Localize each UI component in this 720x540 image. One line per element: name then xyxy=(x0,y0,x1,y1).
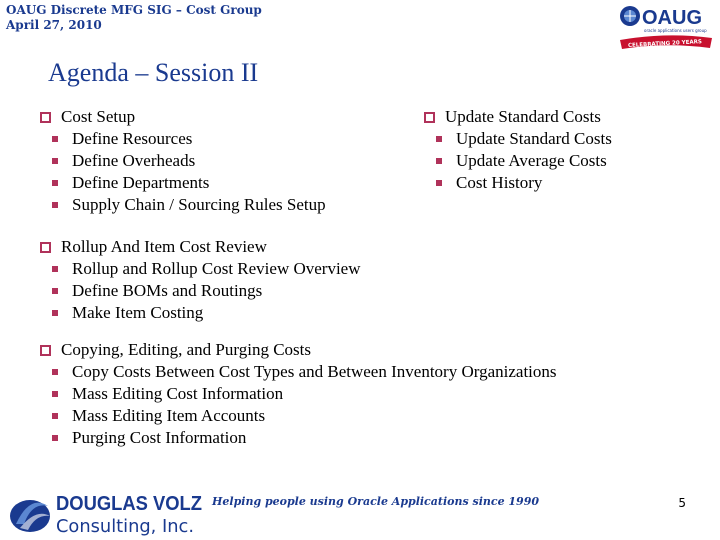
sub-bullet: Update Standard Costs xyxy=(424,128,612,150)
sub-bullet: Rollup and Rollup Cost Review Overview xyxy=(40,258,361,280)
sub-bullet: Copy Costs Between Cost Types and Between Inventory Organizations xyxy=(40,361,557,383)
main-bullet xyxy=(40,339,557,361)
square-bullet-icon xyxy=(52,413,58,419)
section-update-standard-costs xyxy=(424,106,612,194)
sub-bullet: Define BOMs and Routings xyxy=(40,280,361,302)
square-bullet-icon xyxy=(52,266,58,272)
oaug-logo-tagline: oracle applications users group xyxy=(644,28,707,33)
company-name: DOUGLAS VOLZ xyxy=(56,493,202,515)
sub-bullet: Mass Editing Item Accounts xyxy=(40,405,557,427)
main-bullet xyxy=(424,106,612,128)
main-bullet-label: Cost Setup xyxy=(61,107,136,126)
douglas-volz-logo xyxy=(6,488,206,536)
box-bullet-icon xyxy=(40,112,51,123)
sub-bullet: Mass Editing Cost Information xyxy=(40,383,557,405)
main-bullet-label: Update Standard Costs xyxy=(445,107,601,126)
box-bullet-icon xyxy=(424,112,435,123)
footer-tagline: Helping people using Oracle Applications since 1990 xyxy=(212,495,540,508)
oaug-logo xyxy=(618,2,714,50)
main-bullet-label: Copying, Editing, and Purging Costs xyxy=(61,340,311,359)
section-cost-setup xyxy=(40,106,326,216)
slide-header xyxy=(6,3,262,33)
page-number: 5 xyxy=(678,496,686,510)
sub-bullet-list xyxy=(40,361,557,449)
sub-bullet: Define Resources xyxy=(40,128,326,150)
square-bullet-icon xyxy=(52,158,58,164)
box-bullet-icon xyxy=(40,345,51,356)
square-bullet-icon xyxy=(52,391,58,397)
square-bullet-icon xyxy=(52,180,58,186)
section-copying-editing-purging xyxy=(40,339,557,449)
sub-bullet: Make Item Costing xyxy=(40,302,361,324)
square-bullet-icon xyxy=(52,288,58,294)
sub-bullet-list xyxy=(424,128,612,194)
oaug-logo-banner: CELEBRATING 20 YEARS xyxy=(627,39,703,49)
sub-bullet: Purging Cost Information xyxy=(40,427,557,449)
oaug-logo-text: OAUG xyxy=(642,7,702,29)
sub-bullet: Define Overheads xyxy=(40,150,326,172)
header-date: April 27, 2010 xyxy=(6,18,102,32)
slide-title: Agenda – Session II xyxy=(48,58,259,87)
square-bullet-icon xyxy=(436,180,442,186)
main-bullet xyxy=(40,106,326,128)
company-suffix: Consulting, Inc. xyxy=(56,516,194,536)
square-bullet-icon xyxy=(52,310,58,316)
sub-bullet: Cost History xyxy=(424,172,612,194)
square-bullet-icon xyxy=(52,136,58,142)
box-bullet-icon xyxy=(40,242,51,253)
sub-bullet: Define Departments xyxy=(40,172,326,194)
square-bullet-icon xyxy=(436,158,442,164)
section-rollup-item-cost-review xyxy=(40,236,361,324)
sub-bullet-list xyxy=(40,128,326,216)
swoosh-icon xyxy=(10,500,50,532)
sub-bullet: Supply Chain / Sourcing Rules Setup xyxy=(40,194,326,216)
main-bullet-label: Rollup And Item Cost Review xyxy=(61,237,267,256)
sub-bullet-list xyxy=(40,258,361,324)
square-bullet-icon xyxy=(52,369,58,375)
square-bullet-icon xyxy=(436,136,442,142)
main-bullet xyxy=(40,236,361,258)
header-event: OAUG Discrete MFG SIG – Cost Group xyxy=(6,3,262,17)
square-bullet-icon xyxy=(52,202,58,208)
sub-bullet: Update Average Costs xyxy=(424,150,612,172)
square-bullet-icon xyxy=(52,435,58,441)
